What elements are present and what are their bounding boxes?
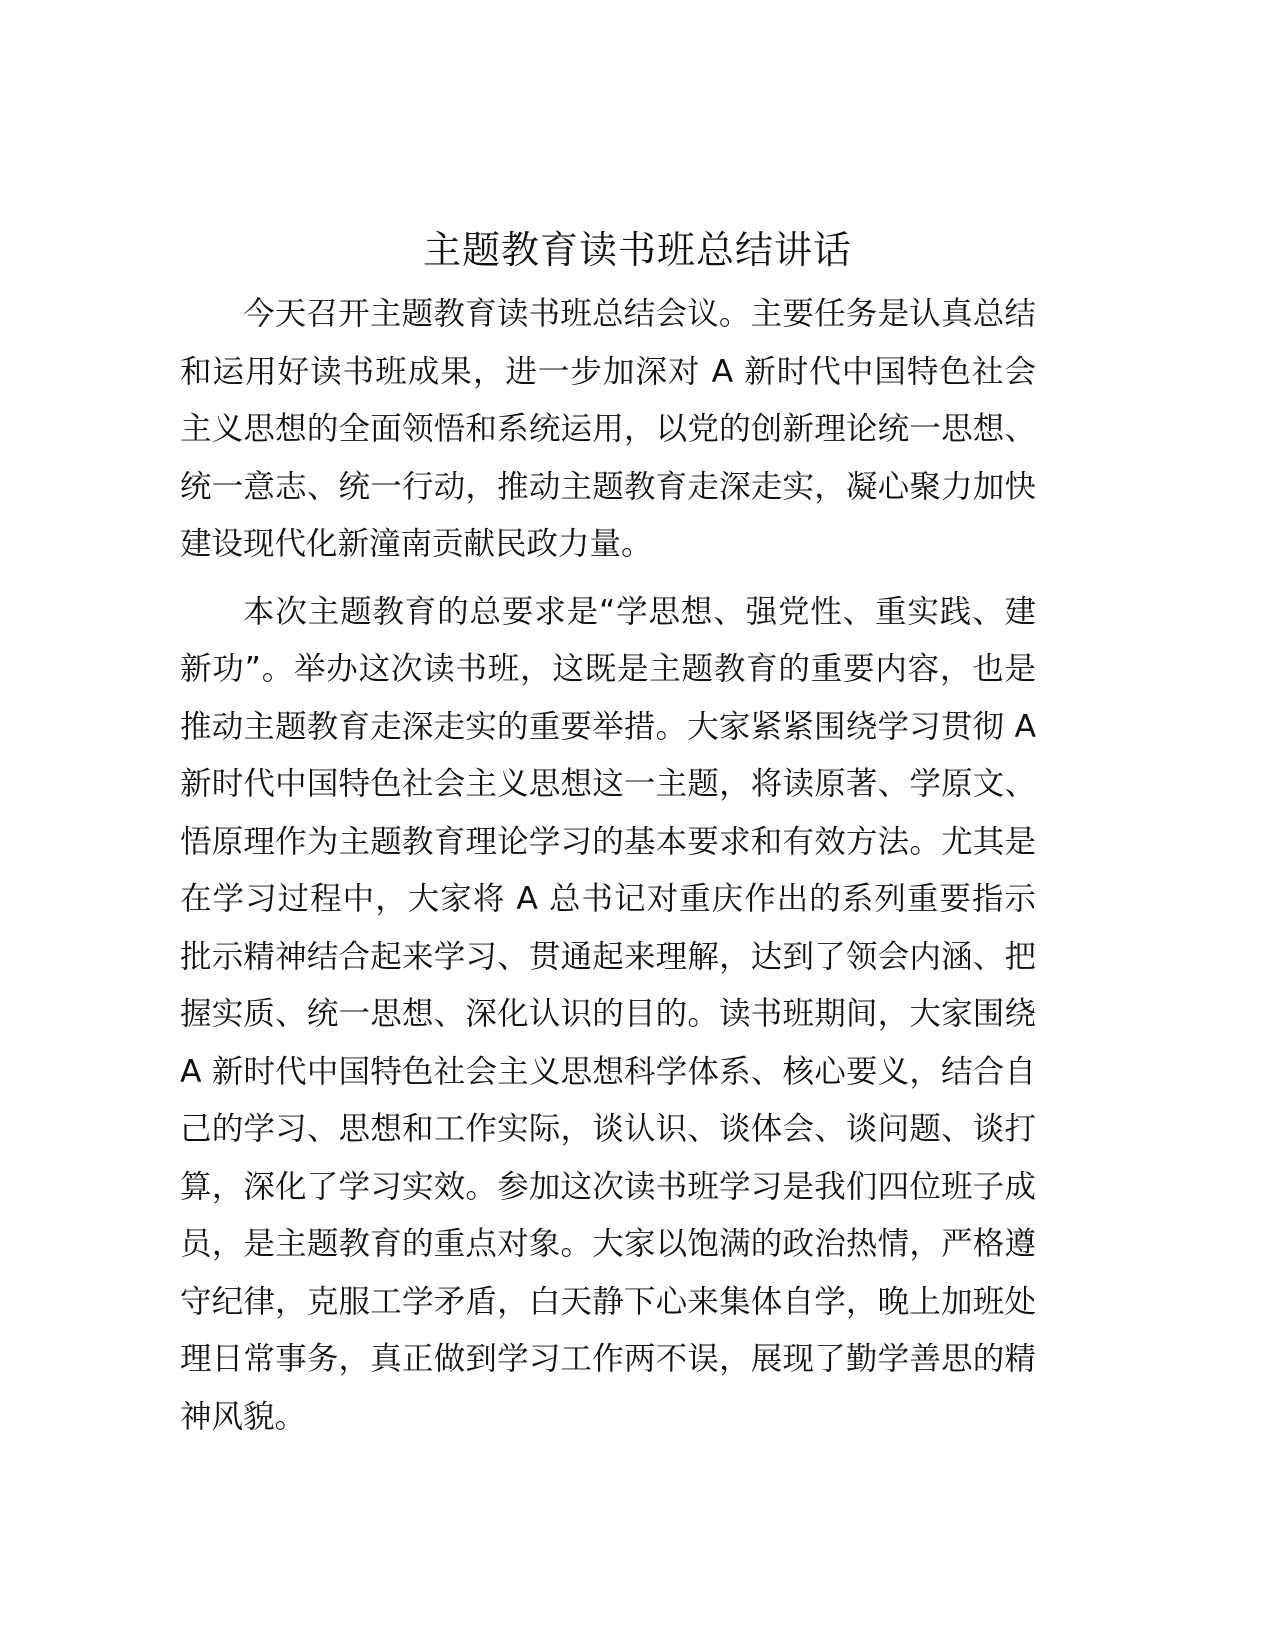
document-body: [180, 286, 1036, 1456]
paragraph-2: 本次主题教育的总要求是“学思想、强党性、重实践、建新功”。举办这次读书班，这既是主题教育的重要内容，也是推动主题教育走深走实的重要举措。大家紧紧围绕学习贯彻 A 新时代中国特色社会主义思想这一主题，将读原著、学原文、悟原理作为主题教育理论学习的基本要求和有效方法。尤其是在学习过程中，大家将 A 总书记对重庆作出的系列重要指示批示精神结合起来学习、贯通起来理解，达到了领会内涵、把握实质、统一思想、深化认识的目的。读书班期间，大家围绕 A 新时代中国特色社会主义思想科学体系、核心要义，结合自己的学习、思想和工作实际，谈认识、谈体会、谈问题、谈打算，深化了学习实效。参加这次读书班学习是我们四位班子成员，是主题教育的重点对象。大家以饱满的政治热情，严格遵守纪律，克服工学矛盾，白天静下心来集体自学，晚上加班处理日常事务，真正做到学习工作两不误，展现了勤学善思的精神风貌。: [180, 593, 1036, 1435]
paragraph-1: 今天召开主题教育读书班总结会议。主要任务是认真总结和运用好读书班成果，进一步加深对 A 新时代中国特色社会主义思想的全面领悟和系统运用，以党的创新理论统一思想、统一意志、统一行动，推动主题教育走深走实，凝心聚力加快建设现代化新潼南贡献民政力量。: [180, 296, 1036, 562]
document-title: 主题教育读书班总结讲话: [422, 228, 852, 272]
